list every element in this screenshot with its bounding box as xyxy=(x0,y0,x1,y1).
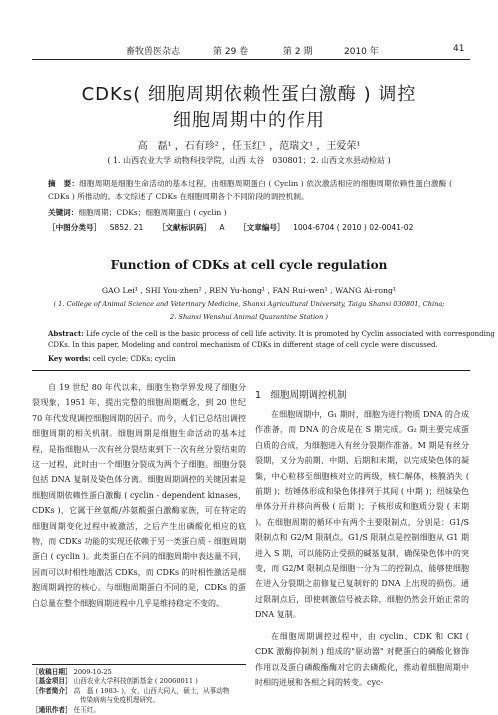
fund-note: ［基金项目］ 山西农业大学科技创新基金 ( 20060011 ) xyxy=(32,677,198,686)
english-affiliation-line2: 2. Shanxi Wenshui Animal Quarantine Station ) xyxy=(170,313,328,321)
right-column xyxy=(255,407,469,690)
volume-label: 第 29 卷 xyxy=(213,47,249,57)
cycle-paragraph: 在细胞周期中，G₁ 期时，细胞为进行物质 DNA 的合成作准备，而 DNA 的合成是在 S 期完成。G₂ 期主要完成蛋白质的合成，为细胞进入有丝分裂期作准备。M 期是有丝分裂期，又分为前期、中期、后期和末期，以完成染色体的凝集，中心粒移至细胞核对立的两级，核仁解体，核膜消失 ( 前期 )；纺锤体形成和染色体排列于其间 ( 中期 )；纽妹染色单体分开并移向两极 ( 后期 )；子核形成和胞质分裂 ( 末期 )。在细胞周期的循环中有两个主要限制点，分别是：G1/S 限制点和 G2/M 限制点。G1/S 限制点是控制细胞从 G1 期进入 S 期，可以能防止受损的碱基复制，确保染色体中的突变，而 G2/M 限制点是细胞一分为二的控制点，能够使细胞在进入分裂期之前修复已复制好的 DNA 上出现的损伤。通过限制点后，即使刺激信号被去除，细胞仍然会开始正常的 DNA 复制。 xyxy=(255,410,469,620)
year-label: 2010 年 xyxy=(344,47,379,57)
clc-value: S852. 21 xyxy=(109,223,144,232)
driver-paragraph: 在细胞周期调控过程中，由 cyclin、CDK 和 CKI ( CDK 激酶抑制剂 ) 组成的"驱动器" 对靶蛋白的磷酸化修饰作用以及蛋白磷酸酯酶对它的去磷酸化，推动着细胞周期中时相的进展和各相之间的转变。cyc- xyxy=(255,631,469,687)
header-rule xyxy=(32,59,470,60)
chinese-authors: 高 磊¹ ，石有珍² ，任玉红¹ ，范瑞文¹ ，王爱荣¹ xyxy=(137,141,361,152)
doc-code-label: ［文献标识码］ xyxy=(157,223,211,232)
english-abstract-line1 xyxy=(48,329,495,338)
english-keywords-text: cell cycle; CDKs; cyclin xyxy=(90,355,176,363)
received-note: ［收稿日期］ 2009-10-25 xyxy=(32,668,112,676)
keywords-text: 细胞周期；CDKs；细胞周期蛋白 ( cyclin ) xyxy=(78,208,227,217)
author-note-cont: 传染病病与免疫机理研究。 xyxy=(80,696,160,705)
intro-paragraph: 自 19 世纪 80 年代以来，细胞生物学界发现了细胞分裂现象，1951 年，提出完整的细胞周期概念，到 20 世纪 70 年代发现调控细胞周期的因子。而今，人们已总结出调控细胞周期的相关机制。细胞周期是细胞生命活动的基本过程，是指细胞从一次有丝分裂结束到下一次有丝分裂结束的这一过程，此时由一个细胞分裂成为两个子细胞。细胞分裂包括 DNA 复制及染色体分离。细胞周期调控的关键因素是细胞周期依赖性蛋白激酶 ( cyclin - dependent kinases，CDKs )，它属于丝氨酸/苏氨酸蛋白激酶家族，可在特定的细胞周期变化过程中被激活，之后产生出磷酸化相应的底物，而 CDKs 功能的实现还依赖于另一类蛋白质 - 细胞周期蛋白 ( cyclin )。此类蛋白在不同的细胞周期中表达量不同，因而可以时相性地激活 CDKs，而 CDKs 的时相性激活是细胞周期调控的核心。与细胞周期蛋白不同的是，CDKs 的蛋白总量在整个细胞周期进程中几乎是维持稳定不变的。 xyxy=(32,383,246,608)
classification-row xyxy=(48,222,413,233)
journal-name: 畜牧兽医杂志 xyxy=(126,47,181,57)
article-no-value: 1004-6704 ( 2010 ) 02-0041-02 xyxy=(293,223,414,232)
chinese-abstract xyxy=(48,177,452,203)
abstract-label: 摘 要： xyxy=(48,179,80,188)
author-note: ［作者简介］ 高 磊 ( 1983- )，女，山西大同人，硕士，从事动物 xyxy=(32,686,230,695)
footnotes xyxy=(32,664,246,715)
corresponding-note: ［通讯作者］ 任玉红。 xyxy=(32,705,101,714)
english-keywords-label: Key words: xyxy=(48,354,91,363)
english-abstract-label: Abstract: xyxy=(48,329,84,338)
english-abstract-text1: Life cycle of the cell is the basic process of cell life activity. It is promoted by Cyclin associated with corresponding xyxy=(83,330,495,338)
keywords-label: 关键词： xyxy=(48,208,79,217)
chinese-title-line2: 细胞周期中的作用 xyxy=(173,110,325,131)
clc-label: ［中图分类号］ xyxy=(48,223,102,232)
section-heading: 1 细胞周期调控机制 xyxy=(255,390,347,401)
chinese-title-line1: CDKs( 细胞周期依赖性蛋白激酶 ) 调控 xyxy=(81,84,417,105)
english-keywords xyxy=(48,354,176,363)
english-authors: GAO Lei¹ , SHI You-zhen² , REN Yu-hong¹ , FAN Rui-wen¹ , WANG Ai-rong¹ xyxy=(101,286,397,295)
issue-label: 第 2 期 xyxy=(283,47,313,57)
chinese-affiliation: ( 1. 山西农业大学 动物科技学院，山西 太谷 030801；2. 山西文水县动检站 ) xyxy=(107,156,391,165)
chinese-keywords xyxy=(48,207,227,218)
page-number: 41 xyxy=(453,44,465,54)
english-affiliation-line1: ( 1. College of Animal Science and Veterinary Medicine, Shanxi Agricultural University, Taigu Shanxi 030801, China; xyxy=(53,300,445,308)
english-abstract-line2: CDKs. In this paper, Modeling and control mechanism of CDKs in different stage of cell cycle were discussed. xyxy=(48,341,438,349)
doc-code-value: A xyxy=(219,223,225,232)
english-title: Function of CDKs at cell cycle regulation xyxy=(110,258,388,272)
abstract-text: 细胞周期是细胞生命活动的基本过程，由细胞周期蛋白 ( Cyclin ) 依次激活相应的细胞周期依赖性蛋白激酶 ( CDKs ) 所推动的。本文综述了 CDKs 在细胞周期各个不同阶段的调控机制。 xyxy=(48,179,453,201)
abstract-rule xyxy=(32,370,470,371)
left-column xyxy=(32,380,246,611)
article-no-label: ［文章编号］ xyxy=(239,223,285,232)
